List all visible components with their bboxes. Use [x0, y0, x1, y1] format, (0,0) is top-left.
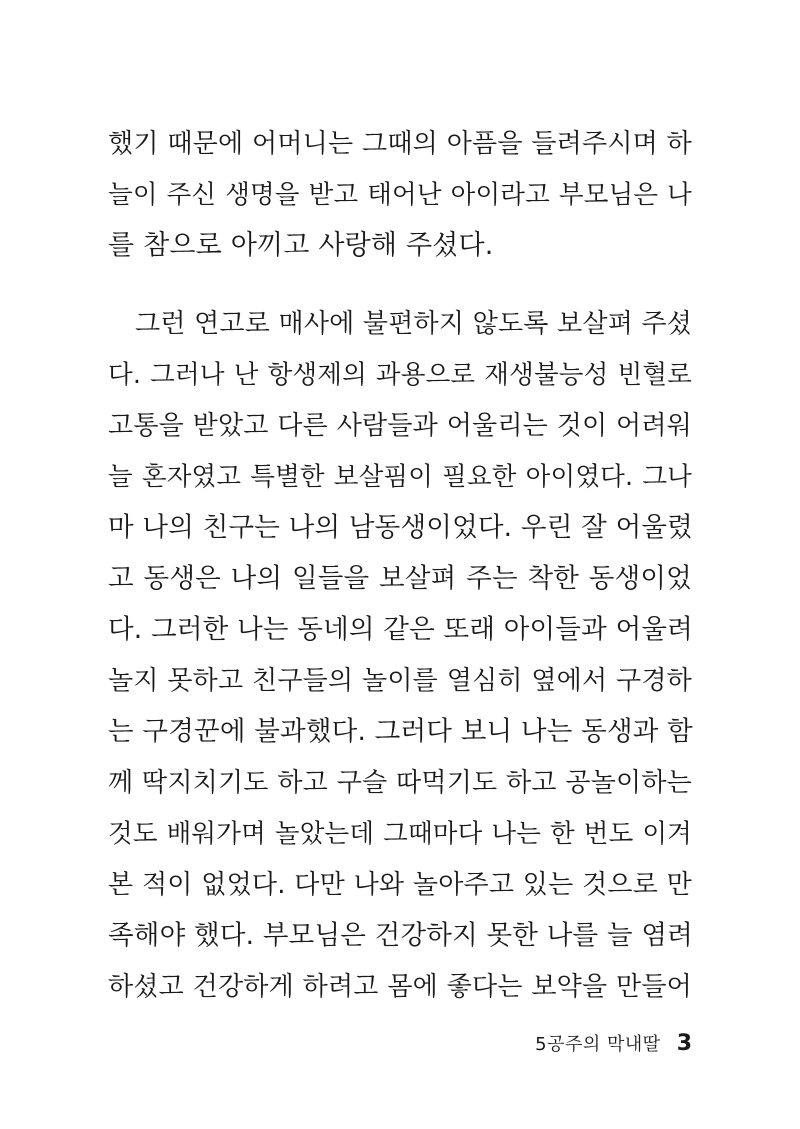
- text-line: 그런 연고로 매사에 불편하지 않도록 보살펴 주셨: [135, 309, 693, 339]
- text-line: 를 참으로 아끼고 사랑해 주셨다.: [108, 230, 494, 261]
- text-line: 본 적이 없었다. 다만 나와 놀아주고 있는 것으로 만: [108, 870, 692, 900]
- text-line: 늘이 주신 생명을 받고 태어난 아이라고 부모님은 나: [108, 180, 692, 210]
- text-line: 고 동생은 나의 일들을 보살펴 주는 착한 동생이었: [108, 563, 692, 594]
- page-number: 3: [676, 1031, 692, 1056]
- text-line: 고통을 받았고 다른 사람들과 어울리는 것이 어려워: [108, 411, 692, 441]
- running-title: 5공주의 막내딸: [535, 1034, 661, 1055]
- text-line: 족해야 했다. 부모님은 건강하지 못한 나를 늘 염려: [108, 920, 693, 951]
- text-line: 것도 배워가며 놀았는데 그때마다 나는 한 번도 이겨: [108, 819, 692, 849]
- text-line: 했기 때문에 어머니는 그때의 아픔을 들려주시며 하: [108, 129, 692, 159]
- text-line: 다. 그러한 나는 동네의 같은 또래 아이들과 어울려: [108, 614, 693, 645]
- page-footer: [535, 1030, 692, 1060]
- text-line: 하셨고 건강하게 하려고 몸에 좋다는 보약을 만들어: [108, 972, 692, 1002]
- text-line: 는 구경꾼에 불과했다. 그러다 보니 나는 동생과 함: [108, 716, 693, 747]
- text-line: 늘 혼자였고 특별한 보살핌이 필요한 아이였다. 그나: [108, 462, 692, 492]
- text-line: 놀지 못하고 친구들의 놀이를 열심히 옆에서 구경하: [108, 666, 692, 696]
- text-line: 다. 그러나 난 항생제의 과용으로 재생불능성 빈혈로: [108, 360, 692, 390]
- text-line: 께 딱지치기도 하고 구슬 따먹기도 하고 공놀이하는: [108, 768, 692, 798]
- text-line: 마 나의 친구는 나의 남동생이었다. 우린 잘 어울렸: [108, 512, 693, 543]
